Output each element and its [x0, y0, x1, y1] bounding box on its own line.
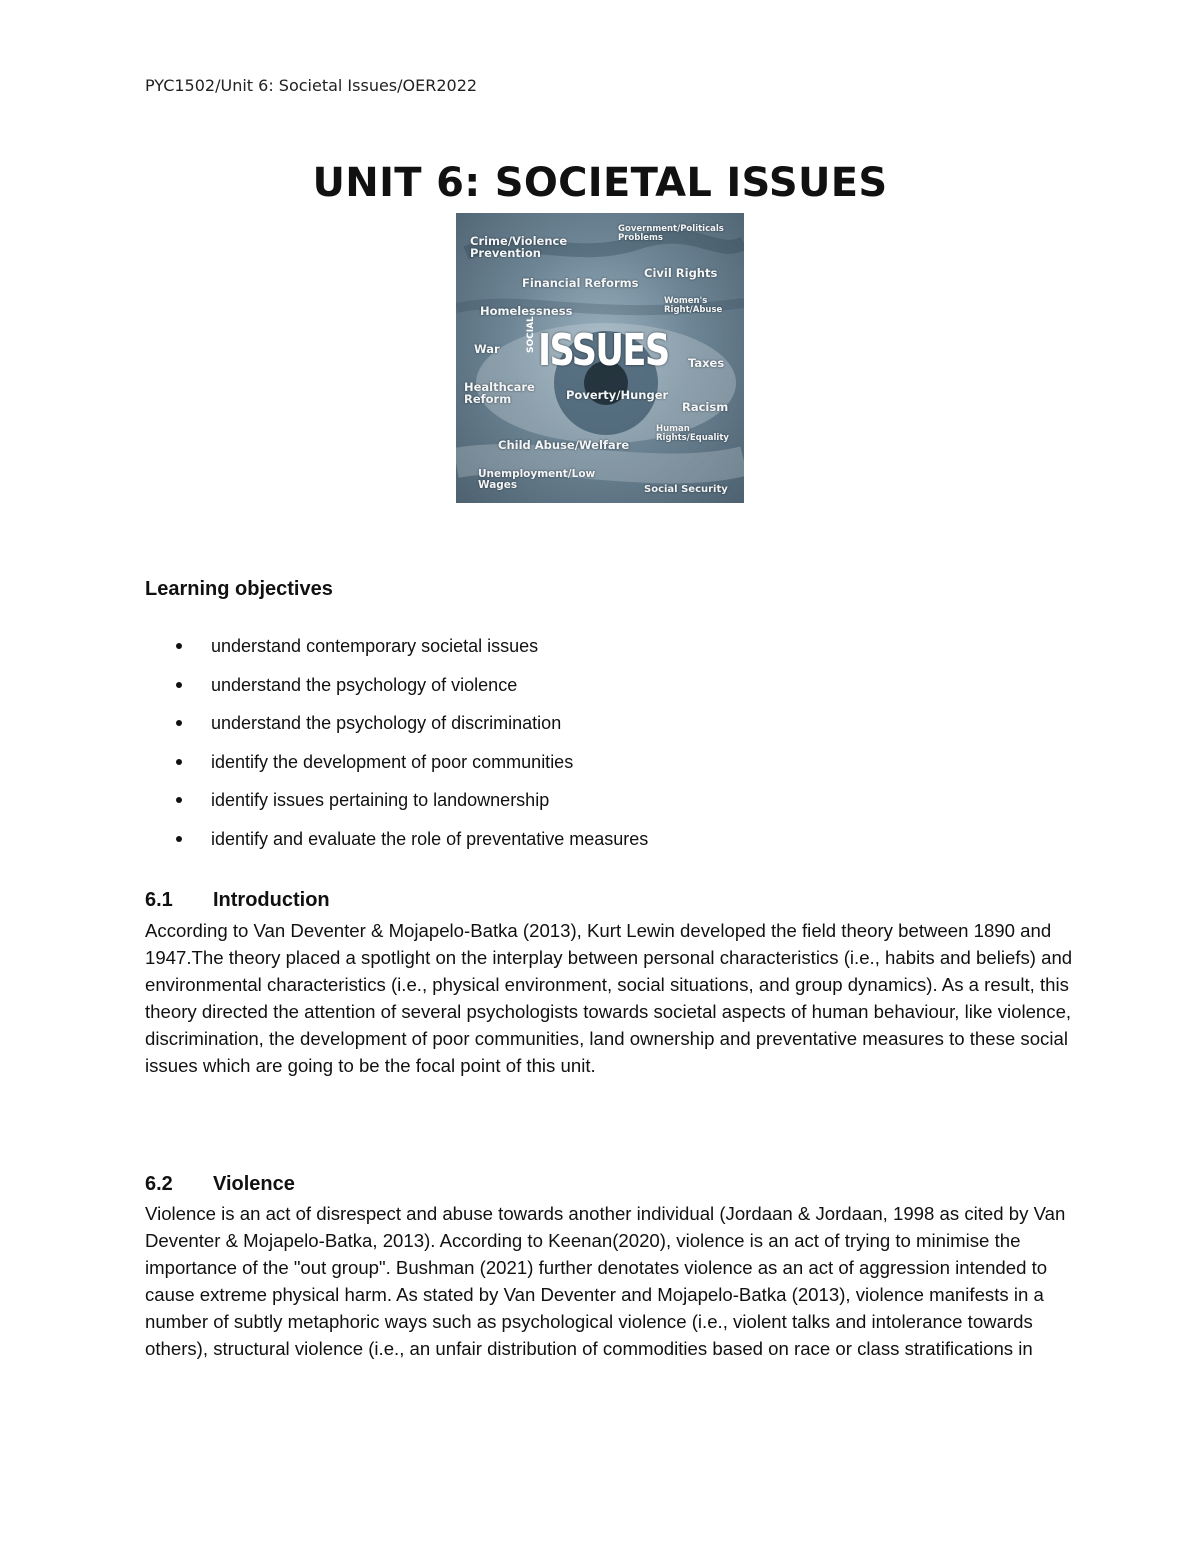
page-title: UNIT 6: SOCIETAL ISSUES	[312, 160, 888, 206]
tag-civil-rights: Civil Rights	[644, 266, 718, 280]
section-title: Violence	[213, 1173, 295, 1195]
tag-healthcare: Healthcare Reform	[464, 380, 535, 407]
tag-war: War	[474, 342, 500, 356]
tag-child-abuse: Child Abuse/Welfare	[498, 438, 630, 452]
tag-human-rights: Human Rights/Equality	[656, 424, 729, 443]
tag-social-security: Social Security	[644, 484, 728, 495]
tag-social: SOCIAL	[526, 316, 536, 353]
list-item: identify and evaluate the role of preventative measures	[145, 825, 648, 864]
page-header: PYC1502/Unit 6: Societal Issues/OER2022	[145, 76, 478, 95]
tag-crime: Crime/Violence Prevention	[470, 234, 568, 261]
section-heading-introduction	[145, 889, 330, 912]
tag-womens-rights: Women's Right/Abuse	[664, 296, 723, 315]
tag-poverty: Poverty/Hunger	[566, 388, 669, 402]
list-item: understand the psychology of violence	[145, 671, 648, 710]
tag-government: Government/Politicals Problems	[618, 224, 724, 243]
list-item: understand the psychology of discrimination	[145, 709, 648, 748]
objectives-heading: Learning objectives	[145, 578, 333, 600]
section-title: Introduction	[213, 889, 330, 911]
introduction-paragraph: According to Van Deventer & Mojapelo-Batka (2013), Kurt Lewin developed the field theory between 1890 and 1947.The theory placed a spotlight on the interplay between personal characteristics (i.e., habits and beliefs) and environmental characteristics (i.e., physical environment, social situations, and group dynamics). As a result, this theory directed the attention of several psychologists towards societal aspects of human behaviour, like violence, discrimination, the development of poor communities, land ownership and preventative measures to these social issues which are going to be the focal point of this unit.	[145, 920, 1073, 1076]
objectives-list	[145, 632, 648, 864]
tag-homelessness: Homelessness	[480, 304, 573, 318]
tag-racism: Racism	[682, 400, 729, 414]
violence-paragraph: Violence is an act of disrespect and abuse towards another individual (Jordaan & Jordaan, 1998 as cited by Van Deventer & Mojapelo-Batka, 2013). According to Keenan(2020), violence is an act of trying to minimise the importance of the "out group". Bushman (2021) further denotates violence as an act of aggression intended to cause extreme physical harm. As stated by Van Deventer and Mojapelo-Batka (2013), violence manifests in a number of subtly metaphoric ways such as psychological violence (i.e., violent talks and intolerance towards others), structural violence (i.e., an unfair distribution of commodities based on race or class stratifications in	[145, 1203, 1066, 1359]
list-item: identify issues pertaining to landownership	[145, 786, 648, 825]
tag-unemployment: Unemployment/Low Wages	[478, 468, 596, 492]
section-number: 6.2	[145, 1173, 173, 1195]
tag-issues: ISSUES	[538, 325, 669, 376]
social-issues-image	[456, 213, 744, 503]
section-heading-violence	[145, 1173, 295, 1196]
list-item: understand contemporary societal issues	[145, 632, 648, 671]
section-number: 6.1	[145, 889, 173, 911]
list-item: identify the development of poor communities	[145, 748, 648, 787]
tag-taxes: Taxes	[688, 356, 725, 370]
tag-financial: Financial Reforms	[522, 276, 639, 290]
